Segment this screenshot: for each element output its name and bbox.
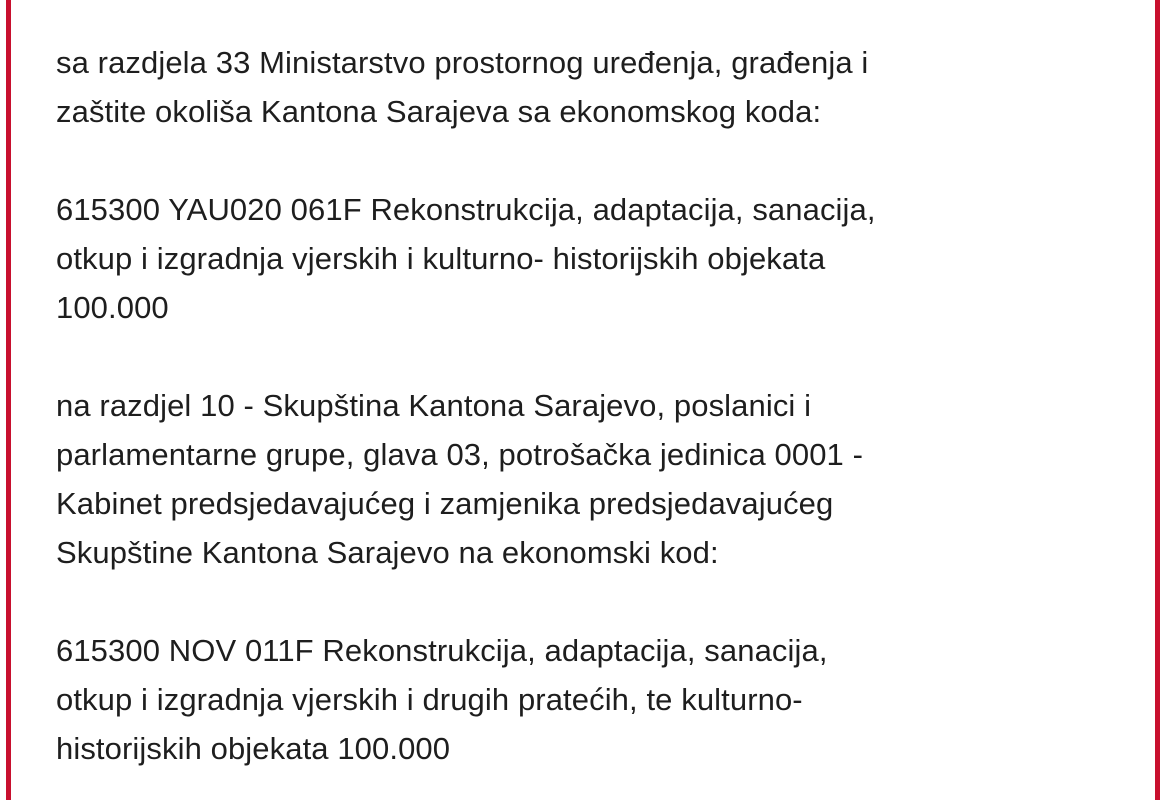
- text-line: otkup i izgradnja vjerskih i drugih pratećih, te kulturno-: [56, 682, 803, 717]
- paragraph-target-code: [56, 626, 1116, 773]
- left-red-border: [6, 0, 11, 800]
- right-red-border: [1155, 0, 1160, 800]
- text-line: zaštite okoliša Kantona Sarajeva sa ekonomskog koda:: [56, 94, 822, 129]
- text-line: na razdjel 10 - Skupština Kantona Sarajevo, poslanici i: [56, 388, 812, 423]
- text-line: 615300 YAU020 061F Rekonstrukcija, adaptacija, sanacija,: [56, 192, 876, 227]
- text-line: sa razdjela 33 Ministarstvo prostornog uređenja, građenja i: [56, 45, 869, 80]
- text-line: Skupštine Kantona Sarajevo na ekonomski kod:: [56, 535, 719, 570]
- text-line: Kabinet predsjedavajućeg i zamjenika predsjedavajućeg: [56, 486, 834, 521]
- paragraph-source-section: [56, 38, 1116, 136]
- text-line: otkup i izgradnja vjerskih i kulturno- historijskih objekata: [56, 241, 826, 276]
- paragraph-target-section: [56, 381, 1116, 577]
- amount-line: 100.000: [56, 290, 169, 325]
- paragraph-source-code: [56, 185, 1116, 332]
- document-body: [56, 38, 1116, 800]
- text-line: 615300 NOV 011F Rekonstrukcija, adaptacija, sanacija,: [56, 633, 828, 668]
- text-line: historijskih objekata 100.000: [56, 731, 451, 766]
- text-line: parlamentarne grupe, glava 03, potrošačka jedinica 0001 -: [56, 437, 864, 472]
